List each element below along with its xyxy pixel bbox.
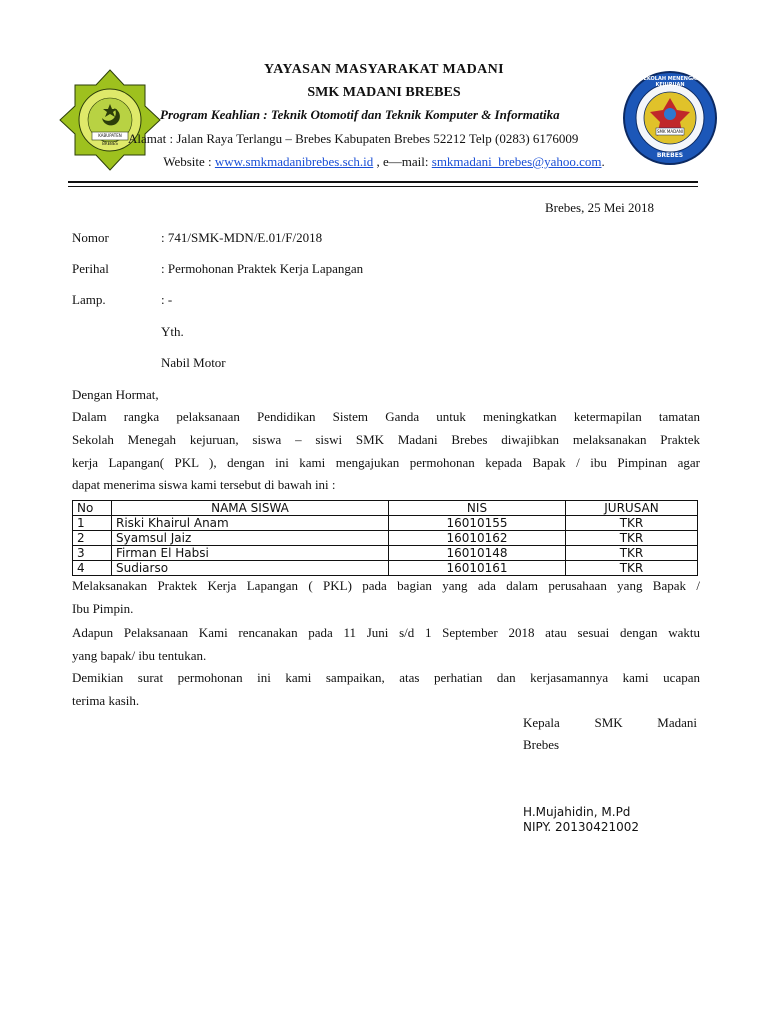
nomor-label: Nomor — [72, 230, 109, 245]
address-line: Alamat : Jalan Raya Terlangu – Brebes Kabupaten Brebes 52212 Telp (0283) 6176009 — [128, 131, 579, 146]
para4-line2: terima kasih. — [72, 693, 140, 708]
logo-right-top-label: SEKOLAH MENENGAH KEJURUAN — [639, 76, 701, 88]
para1-line1: Dalam rangka pelaksanaan Pendidikan Sistem Ganda untuk meningkatkan ketermapilan tamatan — [72, 409, 700, 424]
col-jurusan-header: JURUSAN — [566, 501, 698, 516]
para2-line2: Ibu Pimpin. — [72, 601, 134, 616]
website-label: Website : — [163, 154, 215, 169]
table-row — [73, 516, 698, 531]
greeting: Dengan Hormat, — [72, 387, 159, 402]
table-row — [73, 531, 698, 546]
para1-line2: Sekolah Menegah kejuruan, siswa – siswi SMK Madani Brebes diwajibkan melaksanakan Praktek — [72, 432, 700, 447]
signature-title-line2: Brebes — [523, 737, 560, 752]
school-name: SMK MADANI BREBES — [307, 85, 461, 100]
cell-name: Sudiarso — [112, 561, 389, 576]
para4-line1: Demikian surat permohonan ini kami sampaikan, atas perhatian dan kerjasamannya kami ucapan — [72, 670, 700, 685]
cell-nis: 16010161 — [389, 561, 566, 576]
table-row — [73, 546, 698, 561]
cell-jurusan: TKR — [566, 516, 698, 531]
cell-name: Syamsul Jaiz — [112, 531, 389, 546]
col-name-header: NAMA SISWA — [112, 501, 389, 516]
perihal-value: : Permohonan Praktek Kerja Lapangan — [161, 261, 364, 276]
cell-no: 3 — [73, 546, 112, 561]
lamp-value: : - — [161, 292, 173, 307]
cell-jurusan: TKR — [566, 531, 698, 546]
para3-line2: yang bapak/ ibu tentukan. — [72, 648, 207, 663]
para3-line1: Adapun Pelaksanaan Kami rencanakan pada 11 Juni s/d 1 September 2018 atau sesuai dengan waktu — [72, 625, 700, 640]
cell-nis: 16010148 — [389, 546, 566, 561]
header-rule-thin — [68, 186, 698, 187]
foundation-name: YAYASAN MASYARAKAT MADANI — [263, 62, 504, 77]
table-row — [73, 561, 698, 576]
letter-date: Brebes, 25 Mei 2018 — [545, 200, 655, 215]
cell-name: Firman El Habsi — [112, 546, 389, 561]
cell-no: 1 — [73, 516, 112, 531]
logo-right-mid-label: SMK MADANI — [657, 129, 683, 134]
email-link[interactable]: smkmadani_brebes@yahoo.com — [431, 154, 602, 169]
para1-line3: kerja Lapangan( PKL ), dengan ini kami mengajukan permohonan kepada Bapak / ibu Pimpinan agar — [72, 455, 700, 470]
program-line: Program Keahlian : Teknik Otomotif dan Teknik Komputer & Informatika — [160, 107, 560, 122]
cell-jurusan: TKR — [566, 546, 698, 561]
lamp-label: Lamp. — [72, 292, 106, 307]
col-no-header: No — [73, 501, 112, 516]
cell-no: 2 — [73, 531, 112, 546]
col-nis-header: NIS — [389, 501, 566, 516]
table-header-row — [73, 501, 698, 516]
recipient-name: Nabil Motor — [161, 355, 226, 370]
recipient-salutation: Yth. — [161, 324, 184, 339]
para2-line1: Melaksanakan Praktek Kerja Lapangan ( PKL) pada bagian yang ada dalam perusahaan yang Bapak / — [72, 578, 700, 593]
signatory-nipy: NIPY. 20130421002 — [523, 820, 639, 834]
signature-title-line1: Kepala SMK Madani — [523, 715, 697, 730]
cell-nis: 16010162 — [389, 531, 566, 546]
para1-line4: dapat menerima siswa kami tersebut di bawah ini : — [72, 477, 336, 492]
cell-name: Riski Khairul Anam — [112, 516, 389, 531]
student-table — [72, 500, 698, 576]
perihal-label: Perihal — [72, 261, 109, 276]
cell-jurusan: TKR — [566, 561, 698, 576]
contact-end: . — [601, 154, 605, 169]
cell-nis: 16010155 — [389, 516, 566, 531]
cell-no: 4 — [73, 561, 112, 576]
logo-left-label: KABUPATEN BREBES — [98, 133, 122, 146]
website-link[interactable]: www.smkmadanibrebes.sch.id — [214, 154, 374, 169]
email-label: , e—mail: — [373, 154, 432, 169]
nomor-value: : 741/SMK-MDN/E.01/F/2018 — [161, 230, 323, 245]
header-rule-thick — [68, 181, 698, 183]
signatory-name: H.Mujahidin, M.Pd — [523, 805, 631, 819]
logo-right-bottom-label: BREBES — [656, 152, 684, 159]
contact-line — [0, 154, 768, 170]
